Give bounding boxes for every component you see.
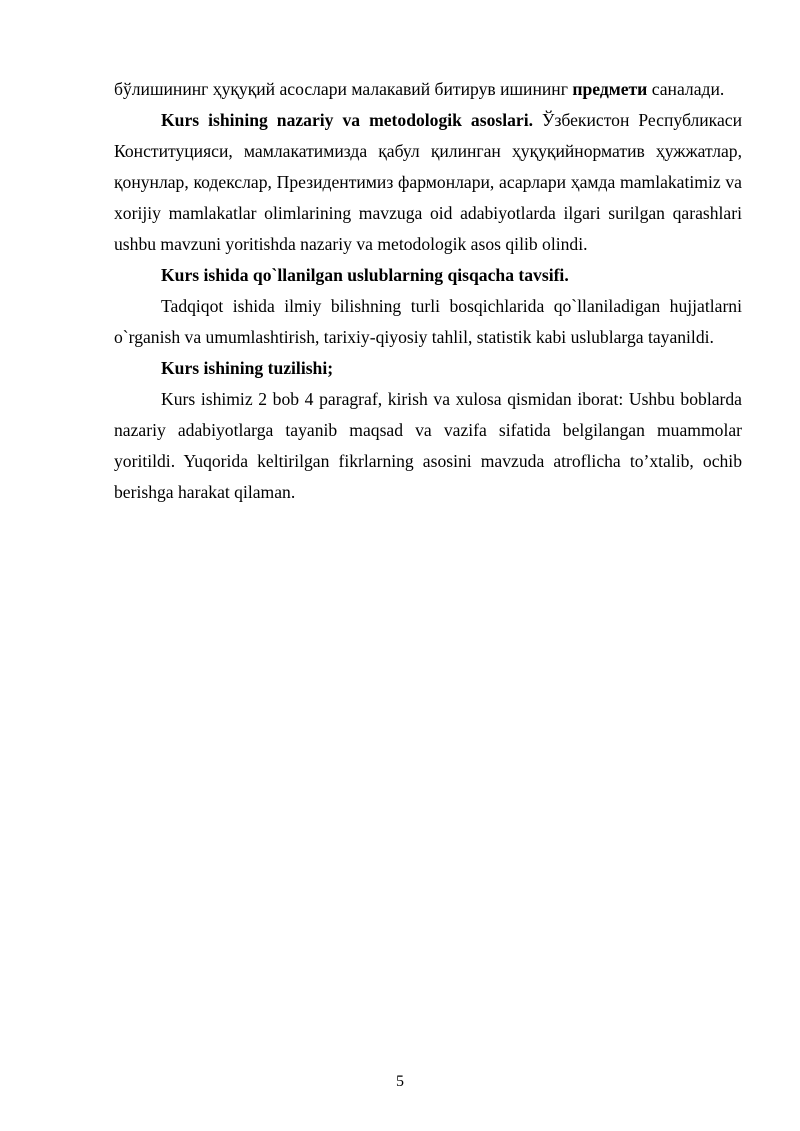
paragraph-subject-tail: саналади. <box>647 79 725 99</box>
subject-bold-term: предмети <box>572 79 648 99</box>
heading-methods: Kurs ishida qo`llanilgan uslublarning qisqacha tavsifi. <box>161 265 569 285</box>
document-page <box>114 74 742 508</box>
paragraph-methods: Tadqiqot ishida ilmiy bilishning turli bosqichlarida qo`llaniladigan hujjatlarni o`rganish va umumlashtirish, tarixiy-qiyosiy tahlil, statistik kabi uslublarga tayanildi. <box>114 296 742 347</box>
theoretical-basis-heading: Kurs ishining nazariy va metodologik asoslari. <box>161 110 533 130</box>
page-number: 5 <box>396 1073 404 1090</box>
paragraph-subject-text: бўлишининг ҳуқуқий асослари малакавий битирув ишининг <box>114 79 573 99</box>
paragraph-structure: Kurs ishimiz 2 bob 4 paragraf, kirish va xulosa qismidan iborat: Ushbu boblarda nazariy adabiyotlarga tayanib maqsad va vazifa sifatida belgilangan muammolar yoritildi. Yuqorida keltirilgan fikrlarning asosini mavzuda atroflicha to’xtalib, ochib berishga harakat qilaman. <box>114 389 742 502</box>
paragraph-subject <box>114 74 742 105</box>
heading-structure: Kurs ishining tuzilishi; <box>161 358 334 378</box>
paragraph-theoretical-basis <box>114 105 742 260</box>
theoretical-basis-text: Ўзбекистон Республикаси Конституцияси, мамлакатимизда қабул қилинган ҳуқуқийнорматив ҳужжатлар, қонунлар, кодекслар, Президентимиз фармонлари, асарлари ҳамда mamlakatimiz va xorijiy mamlakatlar olimlarining mavzuga oid adabiyotlarda ilgari surilgan qarashlari ushbu mavzuni yoritishda nazariy va metodologik asos qilib olindi. <box>114 110 742 254</box>
